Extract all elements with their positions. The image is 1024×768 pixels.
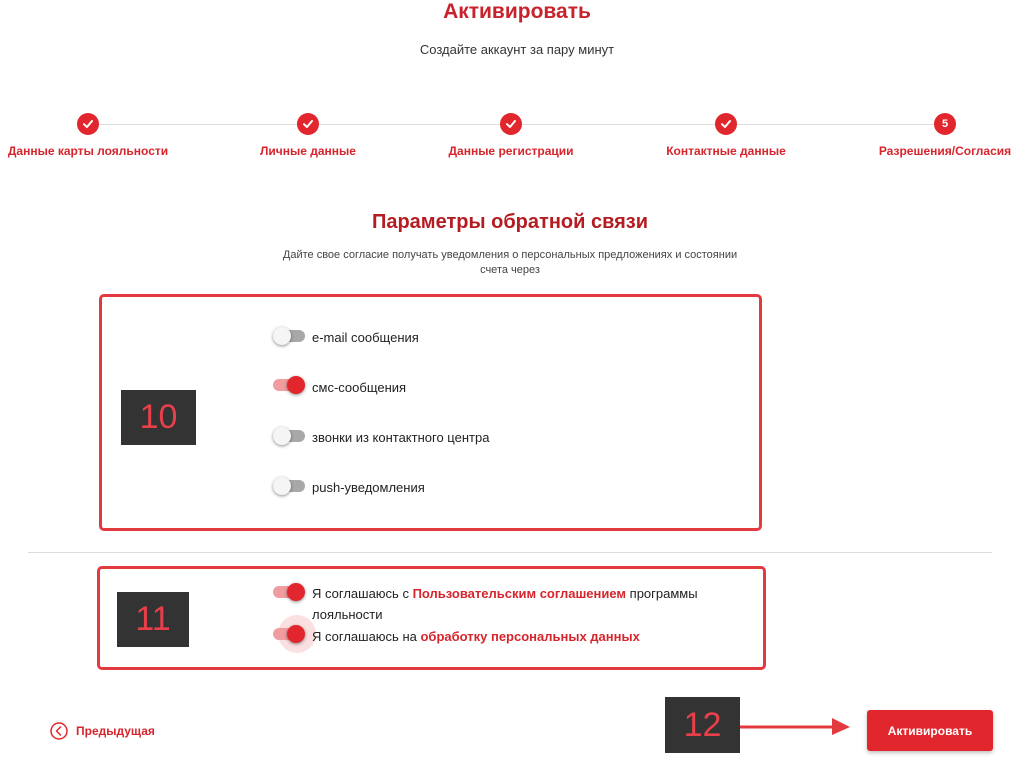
sms-toggle[interactable] (273, 375, 305, 395)
push-toggle[interactable] (273, 476, 305, 496)
section-title: Параметры обратной связи (371, 211, 649, 233)
step-personal-data[interactable] (208, 113, 408, 158)
step-label: Личные данные (260, 144, 356, 158)
sms-option-label: смс-сообщения (312, 380, 407, 395)
step-registration-data[interactable] (411, 113, 611, 158)
check-icon (77, 113, 99, 135)
toggle-thumb (287, 583, 305, 601)
toggle-thumb (273, 327, 291, 345)
page-subtitle: Создайте аккаунт за пару минут (419, 42, 615, 57)
toggle-thumb (287, 376, 305, 394)
toggle-thumb (273, 477, 291, 495)
step-contact-data[interactable] (626, 113, 826, 158)
section-divider (28, 552, 992, 553)
privacy-agreement-toggle[interactable] (273, 624, 305, 644)
step-permissions[interactable] (845, 113, 1024, 158)
annotation-badge-10: 10 (121, 390, 196, 445)
annotation-badge-12: 12 (665, 697, 740, 753)
section-description: Дайте свое согласие получать уведомления о персональных предложениях и состоянии счета через (282, 249, 738, 276)
step-number: 5 (934, 113, 956, 135)
step-label: Данные карты лояльности (7, 144, 169, 158)
check-icon (297, 113, 319, 135)
privacy-prefix: Я соглашаюсь на (312, 629, 421, 644)
step-label: Контактные данные (666, 144, 786, 158)
user-agreement-link[interactable]: Пользовательским соглашением (412, 586, 627, 601)
calls-toggle[interactable] (273, 426, 305, 446)
toggle-thumb (287, 625, 305, 643)
check-icon (715, 113, 737, 135)
step-label: Данные регистрации (448, 144, 574, 158)
page-title: Активировать (443, 0, 591, 23)
previous-button-label: Предыдущая (76, 724, 155, 738)
annotation-box-10 (99, 294, 762, 531)
step-label: Разрешения/Согласия (878, 144, 1012, 158)
email-toggle[interactable] (273, 326, 305, 346)
terms-agreement-text (312, 583, 742, 625)
activate-button[interactable]: Активировать (867, 710, 993, 751)
terms-suffix: программы лояльности (312, 586, 698, 622)
annotation-badge-11: 11 (117, 592, 189, 647)
calls-option-label: звонки из контактного центра (312, 430, 490, 445)
chevron-left-circle-icon (50, 722, 68, 740)
terms-prefix: Я соглашаюсь с (312, 586, 413, 601)
step-loyalty-card[interactable] (0, 113, 188, 158)
check-icon (500, 113, 522, 135)
annotation-arrow-icon (740, 716, 852, 736)
terms-agreement-toggle[interactable] (273, 582, 305, 602)
previous-button[interactable] (50, 722, 155, 740)
personal-data-link[interactable]: обработку персональных данных (420, 629, 640, 644)
email-option-label: e-mail сообщения (312, 330, 419, 345)
toggle-thumb (273, 427, 291, 445)
push-option-label: push-уведомления (312, 480, 425, 495)
privacy-agreement-text (312, 626, 742, 647)
